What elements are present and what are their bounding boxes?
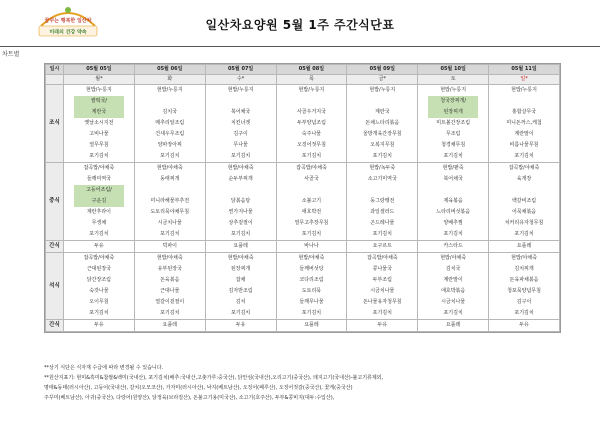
dish-item: 애호박전 <box>301 209 322 215</box>
dish-item: 소고기미역국 <box>367 176 397 182</box>
dish-item: 포기김치 <box>301 231 322 237</box>
dish-item: 된장찌개 <box>230 266 251 272</box>
menu-cell <box>276 163 347 241</box>
dish-item <box>277 96 347 107</box>
dish-item: 백갈비조림 <box>511 198 537 204</box>
dish-item: 김구이 <box>233 131 248 137</box>
dish-item: 근대된장국 <box>86 266 111 272</box>
menu-cell <box>276 85 347 163</box>
dish-item: 유부된장국 <box>157 266 182 272</box>
date-header-row <box>46 65 560 75</box>
dish-item: 포기김치 <box>514 153 534 159</box>
dish-item: 무생채 <box>91 220 107 226</box>
dish-item: 동태찌개 <box>160 176 180 182</box>
dish-item: 현밥/야채죽 <box>227 255 254 261</box>
dish-item: 포기김치 <box>89 310 109 316</box>
dish-item: 미니돈까스,케첩 <box>506 120 542 126</box>
dish-item: 포기김치 <box>514 310 534 316</box>
note-line: 주꾸미(베트남산), 아귀(중국산), 다랑어(원양산), 닭정육(브라질산), 돈불고기용(미국산), 소고기(호주산), 두부&콩비지(대두:수입산), <box>44 395 335 401</box>
dish-item <box>347 185 417 196</box>
dish-item <box>206 96 276 107</box>
dish-item: 잡곡밥/야채죽 <box>83 165 115 171</box>
menu-cell <box>64 85 135 163</box>
dish-item: 곤드레나물 <box>370 220 395 226</box>
dish-item: 포기김치 <box>443 231 463 237</box>
dish-item: 포기김치 <box>230 310 251 316</box>
dinner-row <box>46 253 560 320</box>
dish-item: 포기김치 <box>372 153 392 159</box>
day-header: 목 <box>276 75 347 85</box>
title-divider <box>0 46 600 47</box>
dish-item: 닭볶음탕 <box>230 198 251 204</box>
dish-item: 포기김치 <box>230 153 251 159</box>
dish-item: 울방개육간장무침 <box>362 131 402 137</box>
dish-item: 치커리유자청무침 <box>504 220 544 226</box>
dish-item: 현밥/누룽지 <box>227 87 254 93</box>
menu-cell <box>418 253 489 320</box>
meal-label: 간식 <box>46 241 64 253</box>
dish-item: 상추겉절이 <box>228 220 253 226</box>
menu-cell: 빅파이 <box>134 241 205 253</box>
dish-item: 소불고기 <box>301 198 322 204</box>
dish-item: 찐가지나물 <box>228 209 253 215</box>
dish-item: 청포묵양념무침 <box>507 288 541 294</box>
dish-item: 열무무침 <box>89 142 109 148</box>
dish-item: 포기김치 <box>372 231 392 237</box>
dish-item <box>206 185 276 196</box>
dish-item: 잡곡밥/야채죽 <box>83 255 115 261</box>
dish-item: 사골우거지국 <box>296 109 326 115</box>
dish-item: 돈나물유자청무침 <box>362 299 402 305</box>
dish-item: 들깨미역국 <box>86 176 111 182</box>
dish-item: 과일샐러드 <box>370 209 395 215</box>
corner-header: 일시 <box>46 65 64 75</box>
dish-item: 포기김치 <box>514 231 534 237</box>
dish-item: 포기김치 <box>160 231 180 237</box>
menu-cell: 요플레 <box>489 241 560 253</box>
dish-item: 청경채무침 <box>441 142 466 148</box>
dish-item: 포기김치 <box>160 310 180 316</box>
menu-cell: 요플레 <box>276 320 347 332</box>
dish-item: 현밥/팥죽 <box>442 165 464 171</box>
menu-cell <box>347 163 418 241</box>
menu-cell: 요플레 <box>134 320 205 332</box>
dish-item: 김치국 <box>445 266 461 272</box>
dish-item: 건새우무조림 <box>155 131 185 137</box>
menu-cell <box>418 163 489 241</box>
menu-sheet <box>44 63 561 333</box>
dish-item: 현밥/야채죽 <box>156 165 183 171</box>
dish-item: 북어채국 <box>443 176 463 182</box>
menu-cell: 카스타드 <box>418 241 489 253</box>
dish-item: 김구이 <box>516 299 532 305</box>
dish-item: 오징어젓무침 <box>296 142 326 148</box>
note-line: **원산지표기: 현미&흑미&찹쌀&백미(국내산), 포기김치(배추:국내산,고춧가루:중국산), 닭안심(국내산),오리고기(중국산), 돼지고기(국내산)-불고기류제외, <box>44 375 384 381</box>
dish-item: 시금치나물 <box>157 220 182 226</box>
dish-item: 미트볼간장조림 <box>436 120 471 126</box>
notes-section <box>44 363 564 403</box>
meal-label: 석식 <box>46 253 64 320</box>
dish-item: 김치찌개 <box>514 266 534 272</box>
date-header: 05월 08일 <box>276 65 347 75</box>
dish-item: 돈채느타리볶음 <box>365 120 400 126</box>
dish-item: 계란후라이 <box>86 209 111 215</box>
menu-cell: 두유 <box>347 320 418 332</box>
dish-item <box>418 185 488 196</box>
dish-item: 코다리조림 <box>299 277 324 283</box>
day-header-sunday: 일* <box>489 75 560 85</box>
menu-cell <box>205 163 276 241</box>
dish-item: 현밥/야채죽 <box>298 255 325 261</box>
logo-line1: 꿈꾸는 행복한 일산차 <box>44 18 92 24</box>
day-header-blank <box>46 75 64 85</box>
day-header: 수* <box>205 75 276 85</box>
dish-item: 포기김치 <box>160 153 180 159</box>
dish-item: 포기김치 <box>443 153 463 159</box>
date-header: 05월 07일 <box>205 65 276 75</box>
dish-item: 양파장아찌 <box>157 142 182 148</box>
dish-item: 숙갓나물 <box>89 288 109 294</box>
dish-item: 김자반조림 <box>228 288 253 294</box>
dish-item: 포기김치 <box>89 153 109 159</box>
dish-item: 잡곡밥/야채죽 <box>508 165 540 171</box>
dish-item: 포기김치 <box>372 310 392 316</box>
menu-cell <box>134 253 205 320</box>
dish-item: 잡곡밥/야채죽 <box>366 255 398 261</box>
dish-item: 된장찌개 <box>428 107 478 118</box>
dish-item: 들깨무나물 <box>299 299 324 305</box>
dish-item: 시금치나물 <box>370 288 395 294</box>
dish-item: 구운김 <box>74 196 124 207</box>
dish-item <box>135 96 205 107</box>
menu-cell: 요구르트 <box>347 241 418 253</box>
dish-item: 김치 <box>235 299 246 305</box>
dish-item: 고비나물 <box>89 131 109 137</box>
menu-cell <box>134 85 205 163</box>
dish-item: 포기김치 <box>89 231 109 237</box>
date-header: 05월 09일 <box>347 65 418 75</box>
dish-item: 쌀떡국/ <box>74 96 124 107</box>
snack1-row <box>46 241 560 253</box>
dish-item: 순두부찌개 <box>228 176 253 182</box>
note-line: **상기 식단은 식자재 수급에 따라 변경될 수 있습니다. <box>44 365 164 371</box>
day-header: 화 <box>134 75 205 85</box>
menu-cell <box>64 163 135 241</box>
menu-cell <box>489 253 560 320</box>
dish-item: 계란국 <box>74 107 124 118</box>
menu-cell: 두유 <box>489 320 560 332</box>
lunch-row <box>46 163 560 241</box>
dish-item: 포기김치 <box>230 231 251 237</box>
dish-item: 포기김치 <box>443 310 463 316</box>
dish-item: 돈육파채볶음 <box>509 277 539 283</box>
dish-item: 어묵채볶음 <box>511 209 537 215</box>
day-header: 토 <box>418 75 489 85</box>
dish-item: 숙주나물 <box>301 131 322 137</box>
dish-item: 두부양념조림 <box>296 120 326 126</box>
dish-item: 현밥/누룽지 <box>86 87 112 93</box>
menu-cell <box>418 85 489 163</box>
dish-item: 두부조림 <box>372 277 392 283</box>
menu-cell <box>489 163 560 241</box>
meal-label: 조식 <box>46 85 64 163</box>
dish-item: 계란국 <box>375 109 390 115</box>
breakfast-row <box>46 85 560 163</box>
dish-item: 닭간장조림 <box>86 277 111 283</box>
dish-item: 메추리알조림 <box>155 120 185 126</box>
dish-item: 느타리버섯볶음 <box>436 209 471 215</box>
dish-item: 도토리묵야채무침 <box>150 209 190 215</box>
dish-item: 육개장 <box>516 176 532 182</box>
dish-item: 치킨너겟 <box>230 120 251 126</box>
dish-item <box>489 185 559 196</box>
date-header: 05월 10일 <box>418 65 489 75</box>
snack2-row <box>46 320 560 332</box>
menu-cell: 바나나 <box>276 241 347 253</box>
dish-item <box>135 185 205 196</box>
dish-item: 현밥/누룽지 <box>298 87 325 93</box>
dish-item: 잡곡밥/야채죽 <box>296 165 327 171</box>
dish-item: 포기김치 <box>301 310 322 316</box>
dish-item: 고등어조림/ <box>74 185 124 196</box>
menu-cell <box>489 85 560 163</box>
date-header: 05월 06일 <box>134 65 205 75</box>
dish-item: 도토리묵 <box>301 288 322 294</box>
page-title: 일산차요양원 5월 1주 주간식단표 <box>205 18 395 32</box>
dish-item: 비름나물무침 <box>509 142 539 148</box>
menu-cell: 두유 <box>64 320 135 332</box>
date-header: 05월 05일 <box>64 65 135 75</box>
meal-label: 간식 <box>46 320 64 332</box>
dish-item: 제육볶음 <box>443 198 463 204</box>
dish-item: 무조림 <box>445 131 461 137</box>
dish-item: 현밥/야채죽 <box>227 165 254 171</box>
weekly-menu-table <box>45 64 560 332</box>
dish-item: 현밥/야채죽 <box>156 255 183 261</box>
menu-cell <box>347 253 418 320</box>
dish-item: 김치국 <box>162 109 178 115</box>
date-header: 05월 11일 <box>489 65 560 75</box>
menu-cell: 요플레 <box>205 241 276 253</box>
dish-item: 열갈이겉절이 <box>155 299 185 305</box>
dish-item: 포기김치 <box>301 153 322 159</box>
day-header-row <box>46 75 560 85</box>
menu-cell: 두유 <box>205 320 276 332</box>
dish-item: 돈육볶음 <box>160 277 180 283</box>
dish-item: 북어채국 <box>230 109 251 115</box>
dish-item: 들깨버섯탕 <box>299 266 324 272</box>
dish-item <box>347 96 417 107</box>
menu-cell: 두유 <box>64 241 135 253</box>
dish-item: 근대나물 <box>160 288 180 294</box>
dish-item <box>277 185 347 196</box>
menu-cell <box>134 163 205 241</box>
dish-item: 현밥/야채죽 <box>440 255 467 261</box>
menu-cell <box>205 85 276 163</box>
dish-item: 현밥/누룽지 <box>511 87 537 93</box>
dish-item: 현밥/야채죽 <box>511 255 537 261</box>
sheet-tab-label: 차트별 <box>2 51 20 58</box>
menu-cell: 요플레 <box>418 320 489 332</box>
meal-label: 중식 <box>46 163 64 241</box>
dish-item: 미니라해물부추전 <box>150 198 190 204</box>
dish-item: 현밥/누룽지 <box>440 87 467 93</box>
menu-cell <box>205 253 276 320</box>
dish-item: 양배추찜 <box>443 220 463 226</box>
dish-item: 옛날소시지전 <box>84 120 114 126</box>
dish-item: 계란말이 <box>443 277 463 283</box>
dish-item: 무나물 <box>233 142 248 148</box>
dish-item: 열무고추장무침 <box>294 220 329 226</box>
menu-cell <box>276 253 347 320</box>
dish-item: 청국장찌개/ <box>428 96 478 107</box>
dish-item: 계란말이 <box>514 131 534 137</box>
dish-item: 사골국 <box>304 176 319 182</box>
dish-item: 오이무침 <box>89 299 109 305</box>
day-header: 월* <box>64 75 135 85</box>
dish-item: 현밥/녹두죽 <box>369 165 396 171</box>
dish-item: 시금치나물 <box>441 299 466 305</box>
dish-item: 현밥/누룽지 <box>156 87 183 93</box>
logo-line2: 미래의 건강 약속 <box>49 29 87 36</box>
menu-cell <box>347 85 418 163</box>
dish-item: 오복지무침 <box>370 142 395 148</box>
dish-item: 현밥/누룽지 <box>369 87 396 93</box>
dish-item: 홍합살무국 <box>511 109 537 115</box>
note-line: 명태&동태(러시아산), 고등어(국내산), 갈치(오모코산), 가자미(러시아산), 낙지(베트남산), 오징어(페루산), 오징어젓갈(중국산), 꽃게(중국산) <box>44 385 353 391</box>
dish-item: 동그랑땡전 <box>370 198 395 204</box>
menu-cell <box>64 253 135 320</box>
dish-item <box>489 96 559 107</box>
dish-item: 애호박볶음 <box>441 288 466 294</box>
day-header: 금* <box>347 75 418 85</box>
dish-item: 잡채 <box>235 277 246 283</box>
dish-item: 콩나물국 <box>372 266 392 272</box>
